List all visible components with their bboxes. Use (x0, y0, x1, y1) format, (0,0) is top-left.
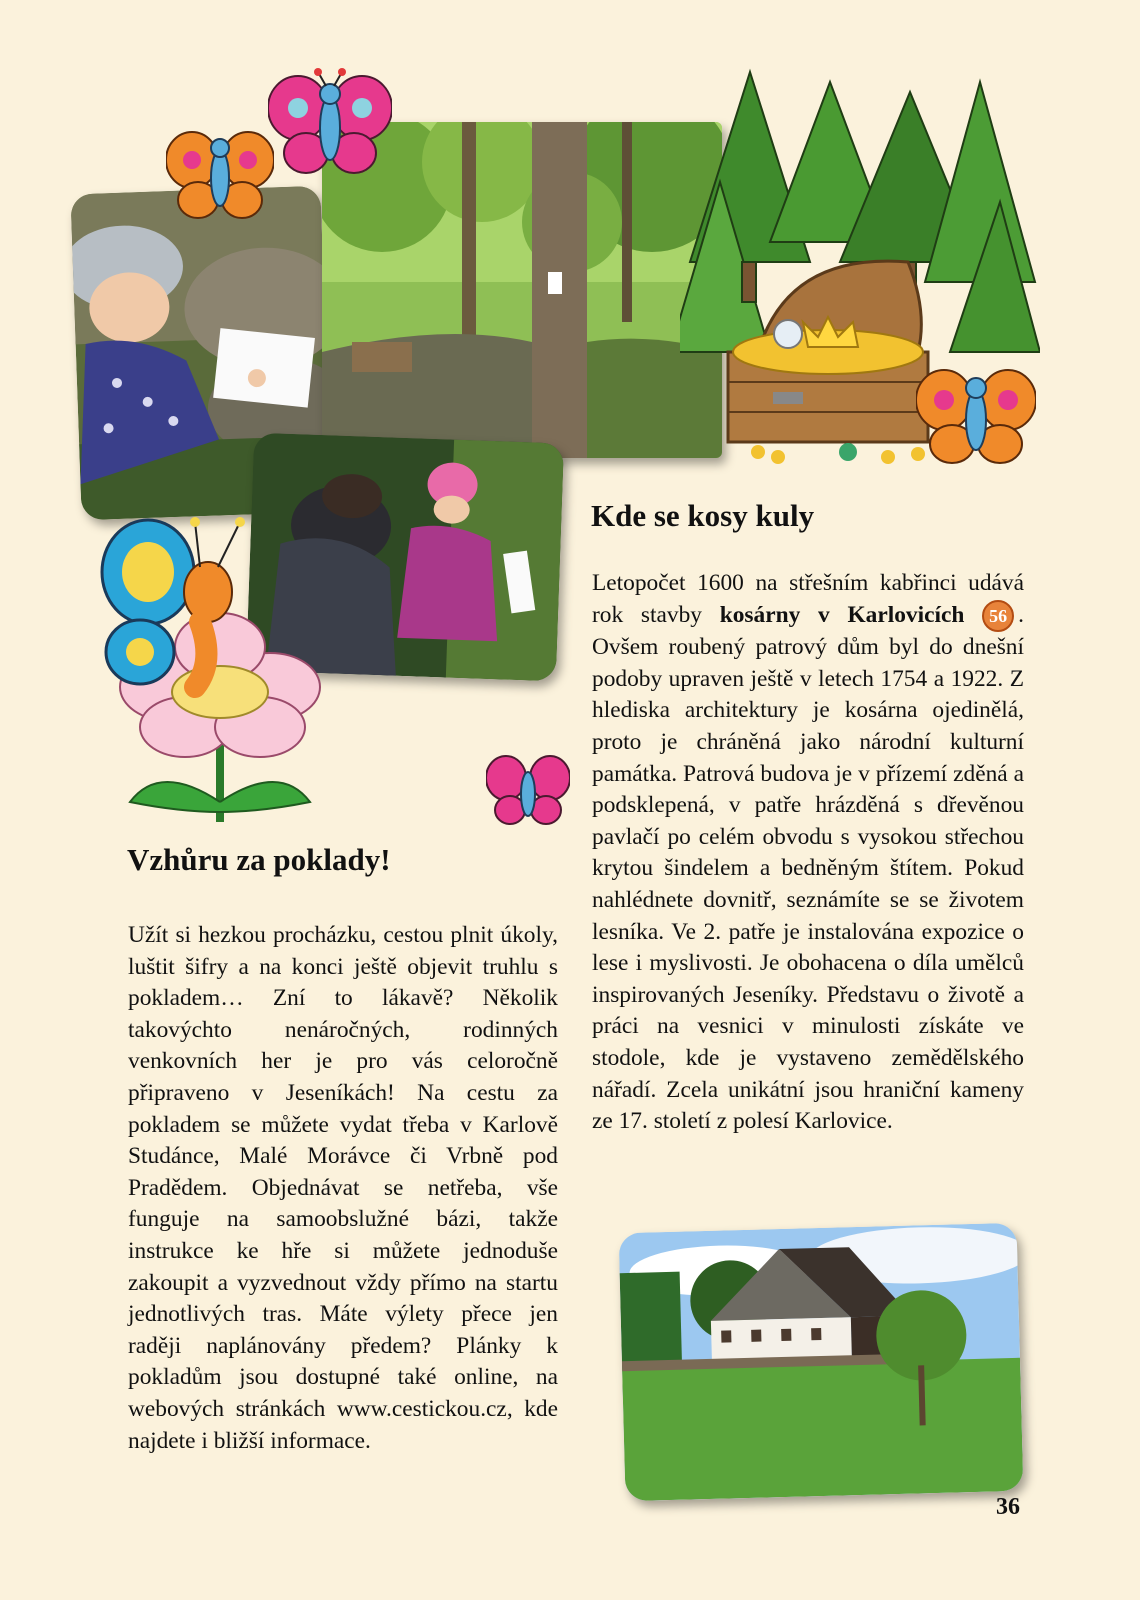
kosarna-highlight: kosárny v Karlovicích (719, 601, 965, 628)
flower-icon (100, 512, 332, 830)
photo-kosarna-karlovice (619, 1223, 1024, 1501)
butterfly-icon (268, 68, 392, 178)
kosarna-intro: Letopočet 1600 na střešním kabřinci udává rok stavby (592, 570, 1024, 628)
paragraph-kosarna (592, 568, 1024, 1138)
butterfly-icon (916, 362, 1036, 468)
paragraph-treasure-hunt: Užít si hezkou procházku, cestou plnit úkoly, luštit šifry a na konci ještě objevit truhlu s pokladem… Zní to lákavě? Několik takovýchto nenáročných, rodinných venkovních her je pro vás celoročně připraveno v Jeseníkách! Na cestu za pokladem se můžete vydat třeba v Karlově Studánce, Malé Morávce či Vrbně pod Pradědem. Objednávat se netřeba, vše funguje na samoobslužné bázi, takže instrukce ke hře si můžete jednoduše zakoupit a vyzvednout vždy přímo na startu jednotlivých tras. Máte výlety přece jen raději naplánovány předem? Plánky k pokladům jsou dostupné také online, na webových stránkách www.cestickou.cz, kde najdete i bližší informace. (128, 922, 558, 1454)
page-number: 36 (996, 1494, 1020, 1520)
kosarna-body: . Ovšem roubený patrový dům byl do dnešní podoby upraven ještě v letech 1754 a 1922. Z hlediska architektury je kosárna ojedinělá, proto je chráněná jako národní kulturní památka. Patrová budova je v přízemí zděná a podsklepená, v patře hrázděná s dřevěnou pavlačí po celém obvodu s vysokou střechou krytou šindelem a bedněným štítem. Pokud nahlédnete dovnitř, seznámíte se se životem lesníka. Ve 2. patře je instalována expozice o lese i myslivosti. Je obohacena o díla umělců inspirovaných Jeseníky. Představu o životě a práci na vesnici v minulosti získáte ve stodole, kde je vystaveno zemědělského nářadí. Zcela unikátní jsou hraniční kameny ze 17. století z polesí Karlovice. (592, 601, 1024, 1135)
section-title-treasure-hunt: Vzhůru za poklady! (127, 842, 391, 877)
location-badge-56: 56 (982, 600, 1014, 632)
butterfly-icon (486, 752, 570, 828)
section-title-kosarna: Kde se kosy kuly (591, 498, 815, 533)
butterfly-icon (166, 126, 274, 222)
